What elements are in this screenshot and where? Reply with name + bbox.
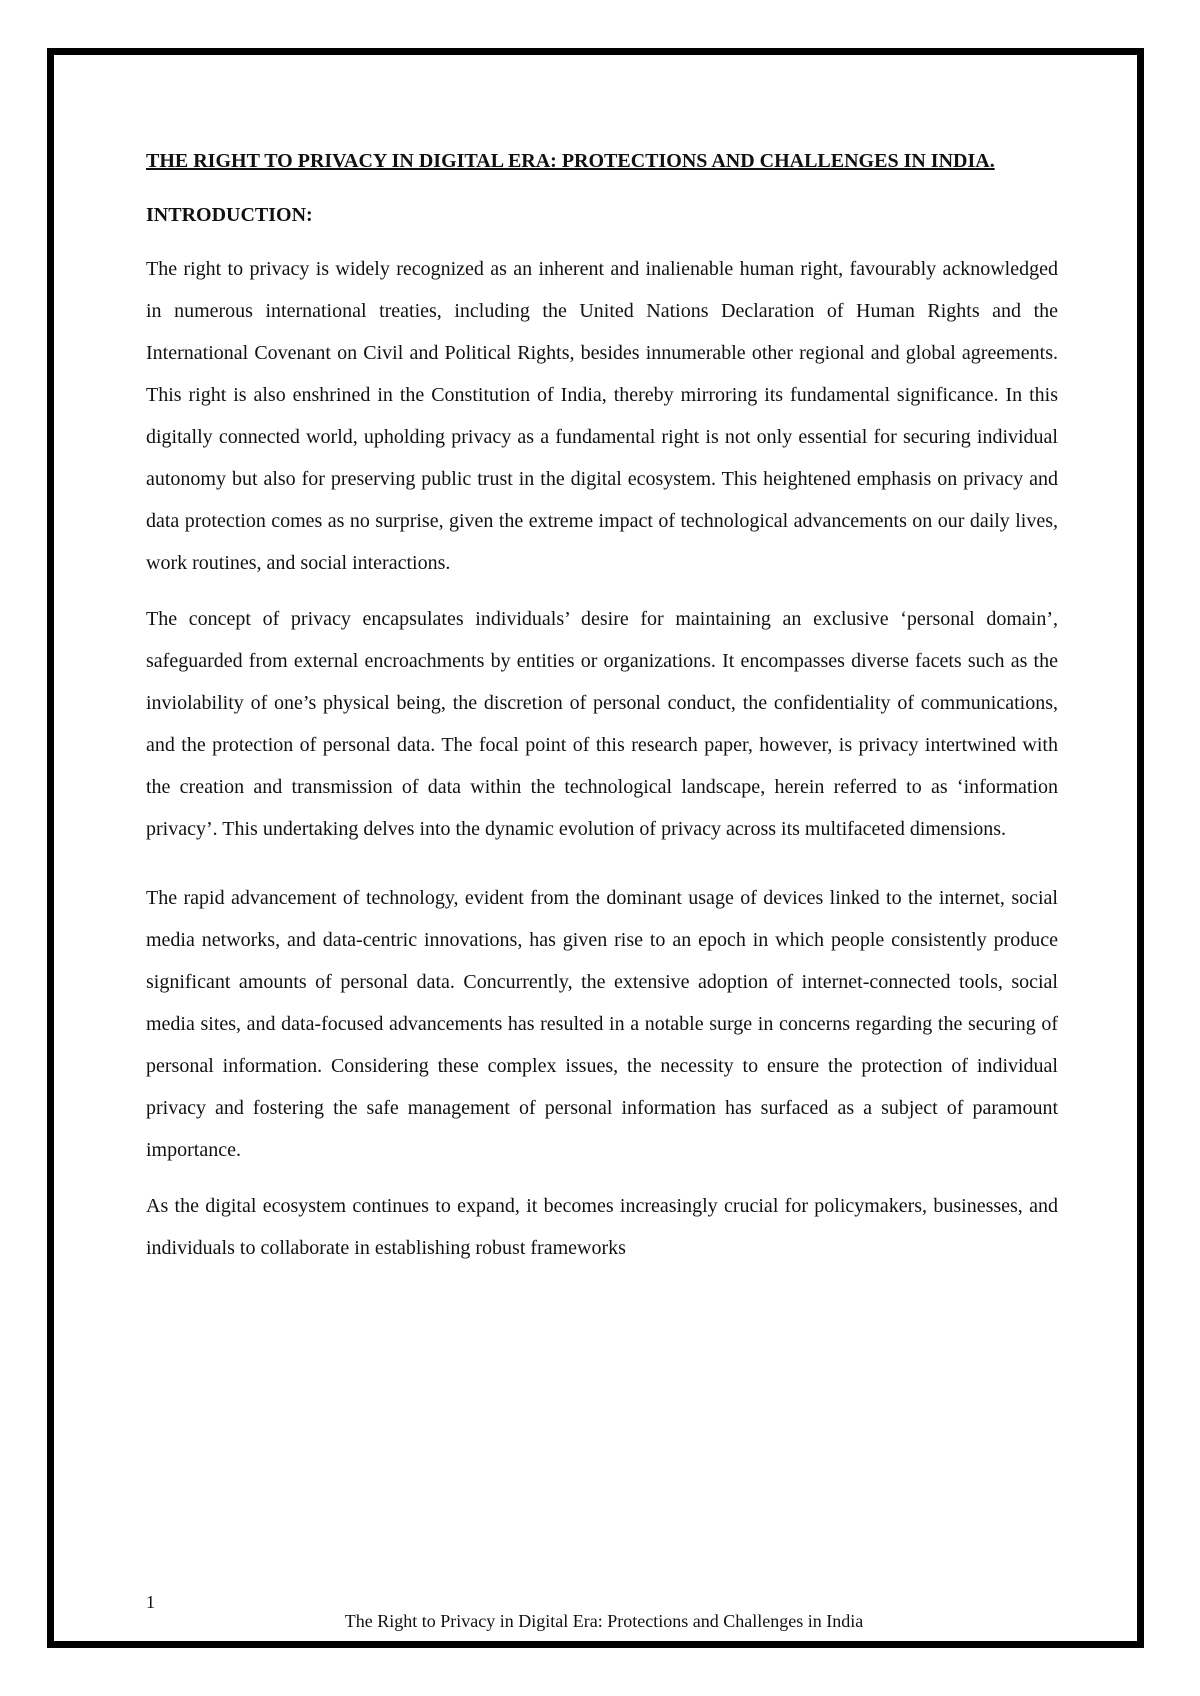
document-title: THE RIGHT TO PRIVACY IN DIGITAL ERA: PROTECTIONS AND CHALLENGES IN INDIA. xyxy=(146,150,995,172)
paragraph-2: The concept of privacy encapsulates individuals’ desire for maintaining an exclusive ‘personal domain’, safeguarded from external encroachments by entities or organizations. It encompasses diverse facets such as the inviolability of one’s physical being, the discretion of personal conduct, the confidentiality of communications, and the protection of personal data. The focal point of this research paper, however, is privacy intertwined with the creation and transmission of data within the technological landscape, herein referred to as ‘information privacy’. This undertaking delves into the dynamic evolution of privacy across its multifaceted dimensions. xyxy=(146,608,1058,840)
paragraph-1: The right to privacy is widely recognized as an inherent and inalienable human right, favourably acknowledged in numerous international treaties, including the United Nations Declaration of Human Rights and the International Covenant on Civil and Political Rights, besides innumerable other regional and global agreements. This right is also enshrined in the Constitution of India, thereby mirroring its fundamental significance. In this digitally connected world, upholding privacy as a fundamental right is not only essential for securing individual autonomy but also for preserving public trust in the digital ecosystem. This heightened emphasis on privacy and data protection comes as no surprise, given the extreme impact of technological advancements on our daily lives, work routines, and social interactions. xyxy=(146,258,1058,574)
paragraph-4: As the digital ecosystem continues to expand, it becomes increasingly crucial for policymakers, businesses, and individuals to collaborate in establishing robust frameworks xyxy=(146,1195,1058,1259)
document-body xyxy=(146,140,1058,1283)
page-number: 1 xyxy=(146,1592,155,1612)
paragraph-3: The rapid advancement of technology, evident from the dominant usage of devices linked to the internet, social media networks, and data-centric innovations, has given rise to an epoch in which people consistently produce significant amounts of personal data. Concurrently, the extensive adoption of internet-connected tools, social media sites, and data-focused advancements has resulted in a notable surge in concerns regarding the securing of personal information. Considering these complex issues, the necessity to ensure the protection of individual privacy and fostering the safe management of personal information has surfaced as a subject of paramount importance. xyxy=(146,887,1058,1161)
running-footer: The Right to Privacy in Digital Era: Protections and Challenges in India xyxy=(344,1611,864,1631)
section-heading: INTRODUCTION: xyxy=(146,204,313,226)
